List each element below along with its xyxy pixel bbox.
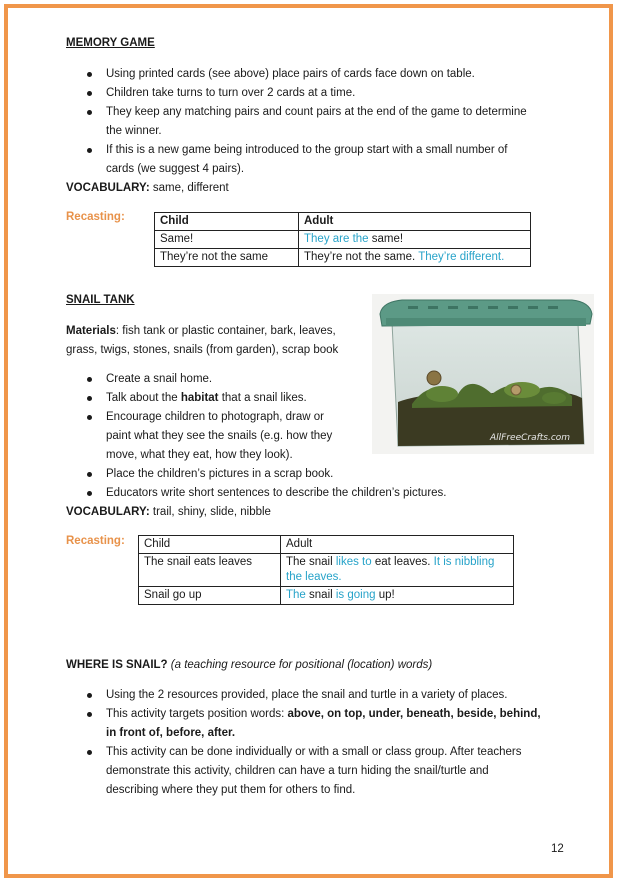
list-item	[66, 705, 586, 743]
recast-text: likes to	[335, 556, 372, 568]
memory-recasting-table	[154, 212, 531, 267]
memory-vocabulary	[66, 179, 229, 198]
vocabulary-words: same, different	[149, 182, 229, 194]
where-is-snail-heading	[66, 656, 586, 675]
snail-materials	[66, 322, 366, 360]
list-item: Create a snail home.	[66, 370, 576, 389]
table-cell: They’re not the same	[155, 249, 299, 267]
vocabulary-words: trail, shiny, slide, nibble	[149, 506, 271, 518]
memory-game-heading: MEMORY GAME	[66, 37, 155, 49]
adult-text: They’re not the same.	[304, 251, 419, 263]
list-item-line: move, what they eat, how they look).	[106, 449, 293, 461]
adult-text: same!	[371, 233, 404, 245]
list-item-line: demonstrate this activity, children can have a turn hiding the snail/turtle and	[106, 765, 489, 777]
list-item	[66, 103, 576, 141]
table-cell: Snail go up	[139, 587, 281, 605]
list-item: Educators write short sentences to describe the children’s pictures.	[66, 484, 576, 503]
recast-text: They’re different.	[418, 251, 505, 263]
page-number: 12	[551, 843, 564, 855]
materials-text: : fish tank or plastic container, bark, leaves,	[115, 325, 336, 337]
table-row	[139, 587, 514, 605]
list-item-text: This activity targets position words:	[106, 708, 288, 720]
list-item-line: describing where they put them for others to find.	[106, 784, 356, 796]
table-cell	[299, 249, 531, 267]
list-item: Place the children’s pictures in a scrap book.	[66, 465, 576, 484]
table-cell: Same!	[155, 231, 299, 249]
list-item-line: If this is a new game being introduced to the group start with a small number of	[106, 144, 508, 156]
table-cell	[281, 554, 514, 587]
memory-game-list	[66, 65, 576, 179]
snail-tank-heading: SNAIL TANK	[66, 294, 135, 306]
vocabulary-label: VOCABULARY:	[66, 182, 150, 194]
table-header-adult: Adult	[281, 536, 514, 554]
table-row	[139, 554, 514, 587]
snail-tank-illustration	[372, 294, 594, 454]
list-item-line: They keep any matching pairs and count pairs at the end of the game to determine	[106, 106, 527, 118]
adult-text: The snail	[286, 556, 336, 568]
table-cell	[281, 587, 514, 605]
section-heading: WHERE IS SNAIL?	[66, 659, 168, 671]
adult-text: snail	[305, 589, 336, 601]
snail-recasting-table	[138, 535, 514, 605]
list-item-text: Talk about the	[106, 392, 181, 404]
snail-tank-photo	[372, 294, 594, 454]
recast-text: They are the	[304, 233, 372, 245]
vocabulary-label: VOCABULARY:	[66, 506, 150, 518]
list-item-line: Encourage children to photograph, draw or	[106, 411, 325, 423]
list-item: Children take turns to turn over 2 cards at a time.	[66, 84, 576, 103]
list-item-bold: in front of, before, after.	[106, 727, 236, 739]
list-item: Using the 2 resources provided, place the snail and turtle in a variety of places.	[66, 686, 586, 705]
list-item-bold: above, on top, under, beneath, beside, behind,	[287, 708, 541, 720]
section-subtitle: (a teaching resource for positional (location) words)	[167, 659, 433, 671]
recasting-label: Recasting:	[66, 211, 125, 223]
table-cell	[299, 231, 531, 249]
table-header-adult: Adult	[299, 213, 531, 231]
recasting-label: Recasting:	[66, 535, 125, 547]
list-item-line: This activity can be done individually or with a small or class group. After teachers	[106, 746, 522, 758]
adult-text: up!	[375, 589, 395, 601]
list-item-text: that a snail likes.	[218, 392, 307, 404]
list-item	[66, 141, 576, 179]
list-item-bold: habitat	[180, 392, 219, 404]
table-cell: The snail eats leaves	[139, 554, 281, 587]
list-item: Using printed cards (see above) place pairs of cards face down on table.	[66, 65, 576, 84]
table-header-child: Child	[139, 536, 281, 554]
list-item	[66, 743, 586, 800]
adult-text: eat leaves.	[371, 556, 434, 568]
list-item-line: the winner.	[106, 125, 162, 137]
where-is-snail-list	[66, 686, 586, 800]
list-item-line: cards (we suggest 4 pairs).	[106, 163, 245, 175]
snail-vocabulary	[66, 503, 271, 522]
table-row	[139, 536, 514, 554]
recast-text: is going	[335, 589, 376, 601]
recast-text: the leaves.	[286, 571, 342, 583]
table-header-child: Child	[155, 213, 299, 231]
list-item-line: paint what they see the snails (e.g. how they	[106, 430, 333, 442]
table-row	[155, 213, 531, 231]
recast-text: It is nibbling	[433, 556, 495, 568]
photo-watermark: AllFreeCrafts.com	[490, 433, 571, 443]
recast-text: The	[286, 589, 306, 601]
materials-label: Materials	[66, 325, 116, 337]
table-row	[155, 249, 531, 267]
materials-text: grass, twigs, stones, snails (from garden), scrap book	[66, 344, 339, 356]
table-row	[155, 231, 531, 249]
